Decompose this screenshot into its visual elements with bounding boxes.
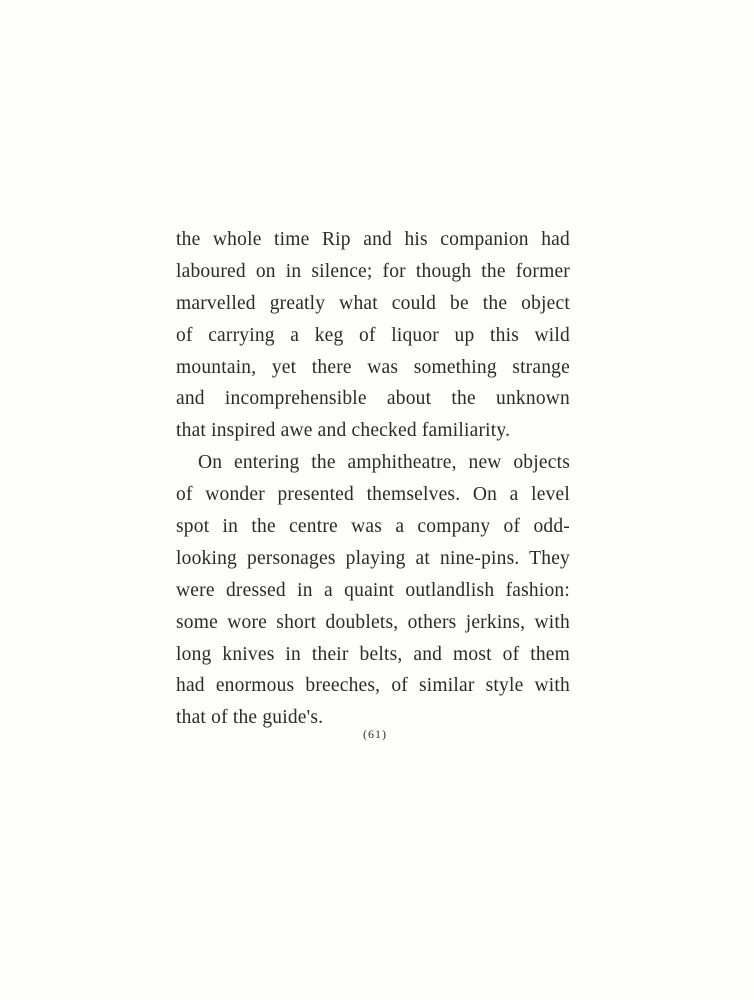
text-line: and incomprehensible about the unknown xyxy=(176,388,570,410)
text-line: mountain, yet there was something strange xyxy=(176,356,570,378)
paragraph-1 xyxy=(176,224,570,447)
paragraph-2 xyxy=(176,447,570,734)
text-line: spot in the centre was a company of odd- xyxy=(176,516,570,538)
text-line: of carrying a keg of liquor up this wild xyxy=(176,324,570,346)
text-line: that of the guide's. xyxy=(176,707,324,729)
text-line: that inspired awe and checked familiarity. xyxy=(176,420,511,442)
body-text xyxy=(176,224,570,734)
text-line: laboured on in silence; for though the former xyxy=(176,260,570,282)
text-line: looking personages playing at nine-pins. They xyxy=(176,547,570,569)
text-line: of wonder presented themselves. On a level xyxy=(176,484,570,506)
text-line: the whole time Rip and his companion had xyxy=(176,229,570,250)
text-line: On entering the amphitheatre, new objects xyxy=(198,452,570,474)
text-line: some wore short doublets, others jerkins, with xyxy=(176,611,570,633)
text-line: had enormous breeches, of similar style with xyxy=(176,675,570,697)
page-number: (61) xyxy=(363,727,387,741)
text-line: marvelled greatly what could be the object xyxy=(176,292,570,314)
text-line: long knives in their belts, and most of them xyxy=(176,643,570,665)
text-line: were dressed in a quaint outlandlish fashion: xyxy=(176,579,570,601)
